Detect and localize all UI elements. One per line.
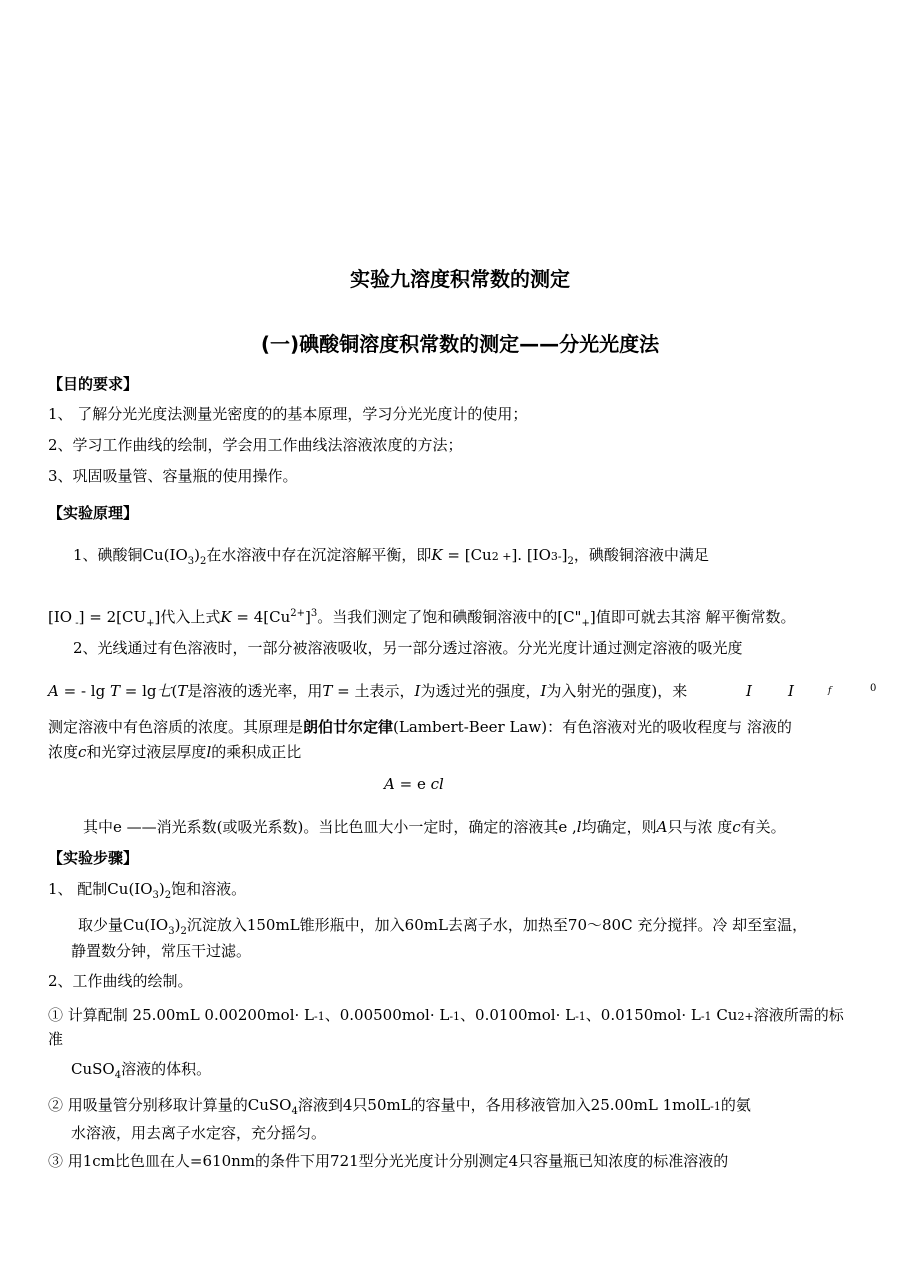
step-substep: 水溶液，用去离子水定容，充分摇匀。: [71, 1124, 327, 1142]
step-item: 1、 配制$Cu(IO_3)_2$饱和溶液。: [48, 880, 247, 901]
step-substep: ③ 用1cm比色皿在人=610nm的条件下用721型分光光度计分别测定4只容量瓶已知浓度的标准溶液的: [48, 1152, 729, 1170]
section-heading-principle: 【实验原理】: [48, 504, 139, 522]
principle-paragraph-6: 浓度c和光穿过液层厚度l的乘积成正比: [48, 743, 302, 761]
step-detail: 静置数分钟，常压干过滤。: [71, 942, 252, 960]
section-heading-objectives: 【目的要求】: [48, 375, 139, 393]
beer-law-formula: A = e cl: [384, 775, 444, 793]
principle-fragment: f: [828, 686, 832, 696]
step-substep: CuSO$_4$溶液的体积。: [71, 1060, 212, 1081]
principle-paragraph-3: 2、光线通过有色溶液时，一部分被溶液吸收，另一部分透过溶液。分光光度计通过测定溶液的吸光度: [73, 639, 743, 657]
step-item: 2、工作曲线的绘制。: [48, 972, 193, 990]
principle-paragraph-4: A = - lg T = lg七(T是溶液的透光率，用T = 土表示，I为透过光的强度，I为入射光的强度)，来: [48, 682, 688, 700]
principle-fragment: 0: [870, 683, 877, 694]
page-title: 实验九溶度积常数的测定: [350, 267, 570, 291]
step-substep: ② 用吸量管分别移取计算量的CuSO$_4$溶液到4只50mL的容量中，各用移液管加入25.00mL 1molL-1的氨: [48, 1096, 751, 1117]
principle-paragraph-1: 1、碘酸铜$Cu(IO_3)_2$在水溶液中存在沉淀溶解平衡，即K = [Cu2 +]. $[IO3-]_2$，碘酸铜溶液中满足: [73, 546, 709, 567]
principle-paragraph-5: 测定溶液中有色溶质的浓度。其原理是朗伯廿尔定律(Lambert-Beer Law)：有色溶液对光的吸收程度与 溶液的: [48, 718, 792, 736]
principle-paragraph-2: [IO $_-] = 2[CU_+]$代入上式$K = 4[Cu^{2+}]^3$。当我们测定了饱和碘酸铜溶液中的$[C"_+]$值即可就去其溶 解平衡常数。: [48, 608, 796, 629]
step-detail: 取少量$Cu(IO_3)_2$沉淀放入150mL锥形瓶中，加入60mL去离子水，加热至70〜80C 充分搅拌。冷 却至室温，: [78, 916, 808, 937]
step-substep: 准: [48, 1030, 64, 1048]
principle-fragment: I: [746, 682, 752, 700]
principle-paragraph-7: 其中e ——消光系数(或吸光系数)。当比色皿大小一定时，确定的溶液其e ,l均确定，则A只与浓 度c有关。: [83, 818, 786, 836]
objective-item: 1、 了解分光光度法测量光密度的的基本原理，学习分光光度计的使用；: [48, 405, 528, 423]
principle-fragment: I: [788, 682, 794, 700]
page-subtitle: (一)碘酸铜溶度积常数的测定——分光光度法: [260, 332, 660, 356]
step-substep: ① 计算配制 25.00mL 0.00200mol· L-1、0.00500mol· L-1、0.0100mol· L-1、0.0150mol· L-1 Cu2+溶液所需的标: [48, 1006, 844, 1024]
objective-item: 3、巩固吸量管、容量瓶的使用操作。: [48, 467, 298, 485]
objective-item: 2、学习工作曲线的绘制，学会用工作曲线法溶液浓度的方法；: [48, 436, 463, 454]
section-heading-steps: 【实验步骤】: [48, 849, 139, 867]
